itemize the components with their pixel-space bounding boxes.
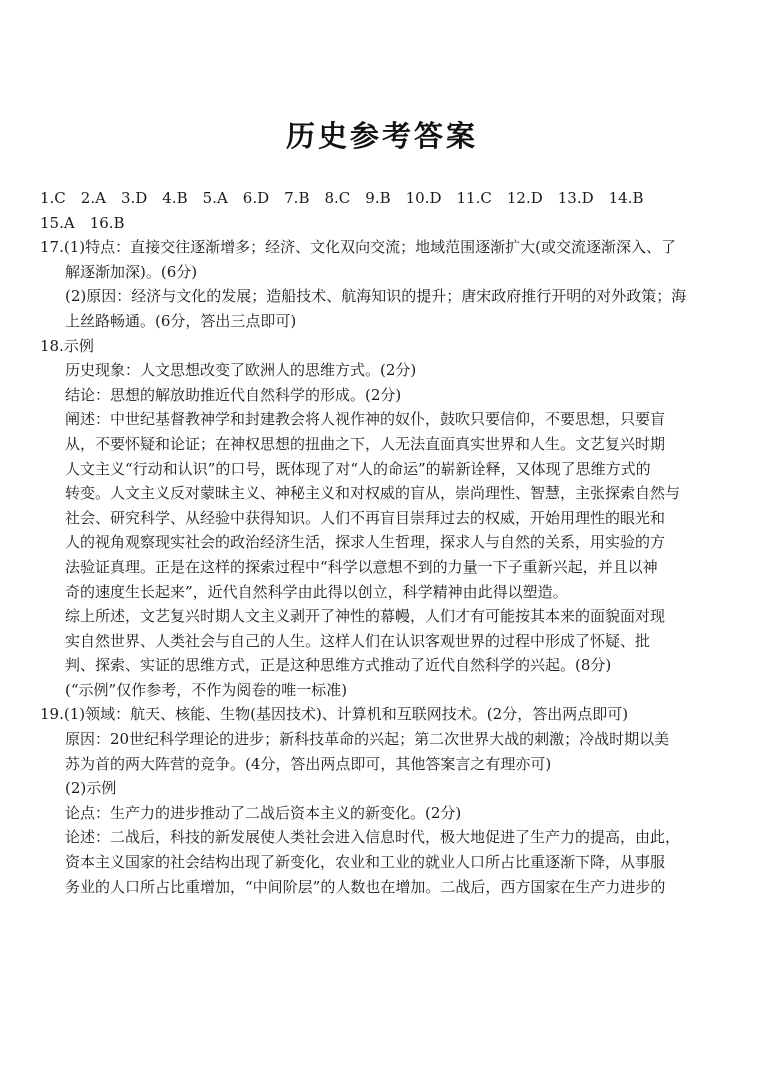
mc-answer: 7.B: [284, 189, 310, 207]
q18-line: 法验证真理。正是在这样的探索过程中“科学以意想不到的力量一下子重新兴起，并且以神: [65, 557, 658, 576]
mc-answer: 4.B: [162, 189, 188, 207]
mc-answer: 15.A: [40, 213, 75, 232]
q18-line: 综上所述，文艺复兴时期人文主义剥开了神性的幕幔，人们才有可能按其本来的面貌面对现: [65, 607, 666, 626]
mc-answer: 8.C: [324, 189, 351, 207]
q19-line: 原因：20世纪科学理论的进步；新科技革命的兴起；第二次世界大战的刺激；冷战时期以美: [65, 730, 670, 749]
q18-line: 判、探索、实证的思维方式，正是这种思维方式推动了近代自然科学的兴起。(8分): [65, 656, 612, 675]
q18-line: 阐述：中世纪基督教神学和封建教会将人视作神的奴仆，鼓吹只要信仰，不要思想，只要盲: [65, 410, 666, 429]
mc-answer: 5.A: [202, 189, 228, 207]
mc-answer: 9.B: [365, 189, 391, 207]
q19-line: (2)示例: [65, 779, 117, 798]
mc-answers-row-2: [40, 211, 736, 236]
mc-answer: 12.D: [506, 189, 543, 207]
mc-answers-row-1: [40, 186, 736, 211]
mc-answer: 13.D: [557, 189, 594, 207]
page-title: 历史参考答案: [285, 119, 478, 153]
mc-answer: 10.D: [405, 189, 442, 207]
q18-heading: 18.示例: [40, 336, 94, 355]
q18-line: 奇的速度生长起来”，近代自然科学由此得以创立，科学精神由此得以塑造。: [65, 582, 568, 601]
q18-line: 历史现象：人文思想改变了欧洲人的思维方式。(2分): [65, 361, 417, 380]
q18-line: 结论：思想的解放助推近代自然科学的形成。(2分): [65, 385, 402, 404]
q17-line: 上丝路畅通。(6分，答出三点即可): [65, 311, 297, 330]
mc-answer: 1.C: [40, 189, 66, 207]
q17-line: 解逐渐加深)。(6分): [65, 262, 198, 281]
answer-content: [40, 186, 736, 899]
q18-line: 人文主义“行动和认识”的口号，既体现了对“人的命运”的崭新诠释，又体现了思维方式的: [65, 459, 651, 478]
q19-line: 论述：二战后，科技的新发展使人类社会进入信息时代，极大地促进了生产力的提高，由此，: [65, 828, 681, 847]
q18-line: 社会、研究科学、从经验中获得知识。人们不再盲目崇拜过去的权威，开始用理性的眼光和: [65, 508, 666, 527]
q19-line: 论点：生产力的进步推动了二战后资本主义的新变化。(2分): [65, 803, 462, 822]
q19-line: 19.(1)领域：航天、核能、生物(基因技术)、计算机和互联网技术。(2分，答出两点即可): [40, 705, 629, 724]
q18-note: (“示例”仅作参考，不作为阅卷的唯一标准): [65, 680, 348, 699]
mc-answer: 11.C: [456, 189, 492, 207]
mc-answer: 14.B: [608, 189, 644, 207]
mc-answer: 2.A: [80, 189, 106, 207]
q18-line: 实自然世界、人类社会与自己的人生。这样人们在认识客观世界的过程中形成了怀疑、批: [65, 631, 651, 650]
q19-line: 苏为首的两大阵营的竞争。(4分，答出两点即可，其他答案言之有理亦可): [65, 754, 552, 773]
q17-line: (2)原因：经济与文化的发展；造船技术、航海知识的提升；唐宋政府推行开明的对外政策；海: [65, 287, 687, 306]
q19-line: 务业的人口所占比重增加，“中间阶层”的人数也在增加。二战后，西方国家在生产力进步的: [65, 877, 666, 896]
q18-line: 从，不要怀疑和论证；在神权思想的扭曲之下，人无法直面真实世界和人生。文艺复兴时期: [65, 434, 666, 453]
mc-answer: 3.D: [120, 189, 148, 207]
q17-line: 17.(1)特点：直接交往逐渐增多；经济、文化双向交流；地域范围逐渐扩大(或交流逐渐深入、了: [40, 238, 676, 257]
mc-answer: 16.B: [89, 213, 125, 232]
q18-line: 转变。人文主义反对蒙昧主义、神秘主义和对权威的盲从，崇尚理性、智慧，主张探索自然与: [65, 484, 681, 503]
q18-line: 人的视角观察现实社会的政治经济生活，探求人生哲理，探求人与自然的关系，用实验的方: [65, 533, 666, 552]
q19-line: 资本主义国家的社会结构出现了新变化，农业和工业的就业人口所占比重逐渐下降，从事服: [65, 853, 666, 872]
mc-answer: 6.D: [242, 189, 270, 207]
